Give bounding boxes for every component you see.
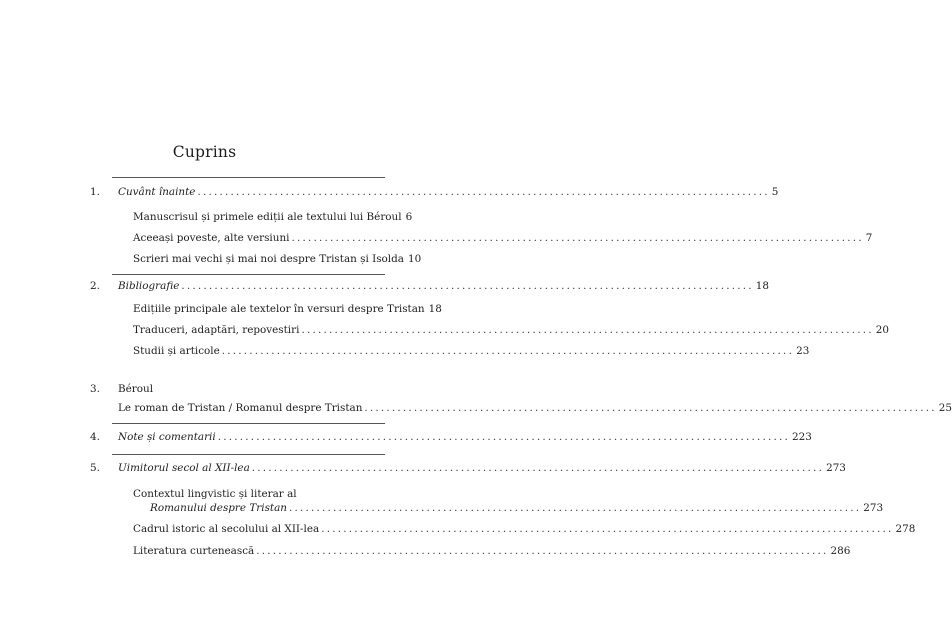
- toc-entry[interactable]: [133, 303, 442, 316]
- toc-entry[interactable]: [150, 502, 884, 515]
- toc-entry-label: Manuscrisul și primele ediții ale textului lui Béroul: [133, 211, 402, 223]
- toc-entry-label: Bibliografie: [118, 280, 180, 292]
- toc-entry-page: 5: [771, 186, 779, 198]
- toc-entry-label: Note și comentarii: [118, 431, 216, 443]
- toc-entry-page: 20: [875, 324, 889, 336]
- dot-leader: ........................................................................................................: [221, 345, 795, 357]
- toc-entry-label: Studii și articole: [133, 345, 220, 357]
- toc-entry-label: Le roman de Tristan / Romanul despre Tristan: [118, 402, 363, 414]
- toc-entry-label: Literatura curtenească: [133, 545, 255, 557]
- toc-entry-page: 278: [895, 523, 916, 535]
- toc-entry-page: 223: [792, 431, 812, 443]
- toc-entry-label: Traduceri, adaptări, repovestiri: [133, 324, 300, 336]
- section-divider: [112, 274, 385, 275]
- toc-entry-page: 7: [865, 232, 873, 244]
- dot-leader: ........................................................................................................: [301, 324, 874, 336]
- toc-entry-label-line1: Contextul lingvistic și literar al: [133, 488, 297, 500]
- section-divider: [112, 177, 385, 178]
- section-number: 2.: [90, 280, 100, 292]
- dot-leader: ........................................................................................................: [181, 280, 754, 292]
- toc-entry[interactable]: [133, 211, 413, 224]
- toc-entry-label: Scrieri mai vechi și mai noi despre Tristan și Isolda: [133, 253, 404, 265]
- dot-leader: ........................................................................................................: [288, 502, 862, 514]
- section-number: 4.: [90, 431, 100, 443]
- dot-leader: ........................................................................................................: [291, 232, 864, 244]
- toc-entry[interactable]: [133, 232, 873, 245]
- toc-entry-page: 273: [826, 462, 846, 474]
- section-divider: [112, 454, 385, 455]
- toc-entry[interactable]: [118, 280, 769, 293]
- toc-entry-page: 18: [428, 303, 442, 315]
- toc-entry[interactable]: [133, 253, 422, 266]
- toc-entry[interactable]: [133, 345, 810, 358]
- dot-leader: ........................................................................................................: [256, 545, 829, 557]
- toc-entry[interactable]: [133, 545, 851, 558]
- toc-entry[interactable]: [133, 324, 889, 337]
- dot-leader: ........................................................................................................: [321, 523, 894, 535]
- section-number: 1.: [90, 186, 100, 198]
- toc-entry[interactable]: [118, 431, 812, 444]
- section-heading: Béroul: [118, 383, 154, 395]
- toc-entry-label: Romanului despre Tristan: [150, 502, 287, 514]
- toc-entry-page: 6: [405, 211, 413, 223]
- toc-entry[interactable]: [118, 186, 779, 199]
- dot-leader: ........................................................................................................: [251, 462, 825, 474]
- toc-entry[interactable]: [133, 523, 916, 536]
- toc-entry-label: Aceeași poveste, alte versiuni: [133, 232, 290, 244]
- section-number: 5.: [90, 462, 100, 474]
- toc-entry-page: 18: [755, 280, 769, 292]
- toc-entry-label: Cadrul istoric al secolului al XII-lea: [133, 523, 320, 535]
- toc-entry-label: Uimitorul secol al XII-lea: [118, 462, 250, 474]
- toc-entry-page: 273: [863, 502, 884, 514]
- toc-entry-page: 25: [938, 402, 952, 414]
- toc-entry[interactable]: [118, 402, 952, 415]
- dot-leader: ........................................................................................................: [364, 402, 937, 414]
- toc-entry-page: 286: [830, 545, 851, 557]
- dot-leader: ........................................................................................................: [217, 431, 790, 443]
- dot-leader: ........................................................................................................: [197, 186, 770, 198]
- section-divider: [112, 423, 385, 424]
- toc-entry-label: Edițiile principale ale textelor în versuri despre Tristan: [133, 303, 425, 315]
- section-number: 3.: [90, 383, 100, 395]
- toc-entry-page: 10: [407, 253, 422, 265]
- toc-entry[interactable]: [118, 462, 846, 475]
- toc-entry-label: Cuvânt înainte: [118, 186, 196, 198]
- toc-entry-page: 23: [796, 345, 810, 357]
- page-title: Cuprins: [172, 143, 237, 161]
